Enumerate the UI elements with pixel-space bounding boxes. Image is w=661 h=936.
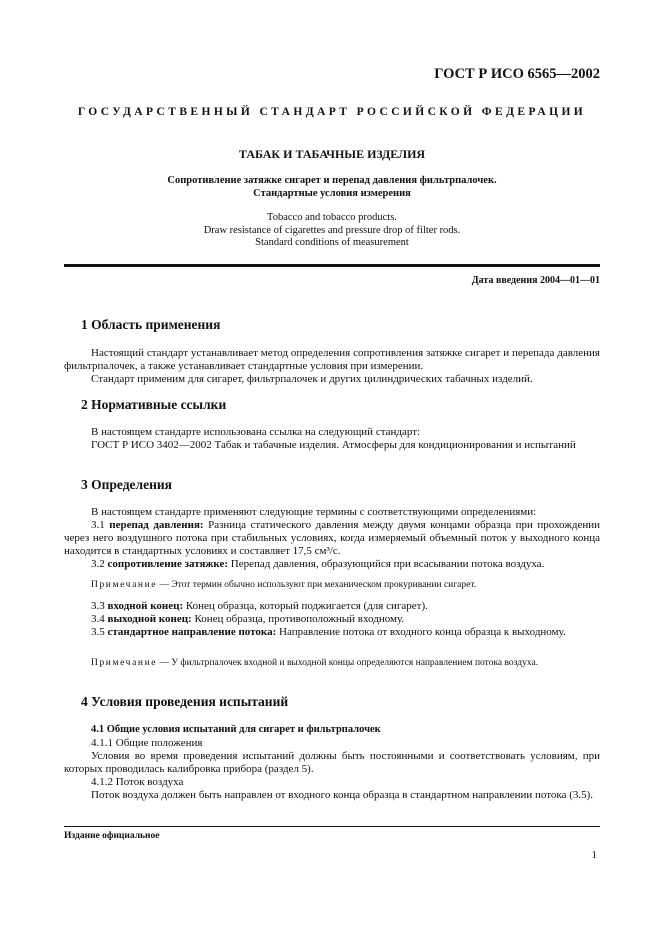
note-text: — У фильтрпалочек входной и выходной концы определяются направлением потока воздуха. — [159, 658, 539, 668]
definition-text: Конец образца, противоположный входному. — [194, 613, 405, 625]
subsection-4-1-1-heading: 4.1.1 Общие положения — [91, 737, 203, 749]
definition-term: перепад давления: — [109, 519, 204, 531]
definition-number: 3.1 — [91, 519, 105, 531]
title-divider — [64, 264, 600, 267]
definition-number: 3.3 — [91, 600, 105, 612]
subsection-4-1-1-paragraph: Условия во время проведения испытаний должны быть постоянными и соответствовать условиям, при которых проводилась калибровка прибора (раздел 5). — [64, 750, 600, 775]
definition-text: Перепад давления, образующийся при всасывании потока воздуха. — [230, 558, 545, 570]
subsection-4-1-heading: 4.1 Общие условия испытаний для сигарет и фильтрпалочек — [91, 724, 381, 735]
section-2-reference: ГОСТ Р ИСО 3402—2002 Табак и табачные изделия. Атмосферы для кондиционирования и испытаний — [91, 439, 576, 451]
definition-3-5 — [64, 626, 600, 639]
definition-text: Конец образца, который поджигается (для сигарет). — [185, 600, 428, 612]
note-text: — Этот термин обычно используют при механическом прокуривании сигарет. — [159, 580, 477, 590]
definition-text: Направление потока от входного конца образца к выходному. — [279, 626, 566, 638]
definition-3-2 — [64, 558, 600, 571]
definition-3-3 — [64, 600, 600, 613]
subtitle-line-2: Стандартные условия измерения — [253, 188, 411, 199]
section-2-paragraph-1: В настоящем стандарте использована ссылка на следующий стандарт: — [91, 426, 421, 438]
official-edition-label: Издание официальное — [64, 831, 160, 841]
subsection-4-1-2-paragraph: Поток воздуха должен быть направлен от входного конца образца в стандартном направлении потока (3.5). — [91, 789, 594, 801]
definition-number: 3.2 — [91, 558, 105, 570]
definition-term: сопротивление затяжке: — [107, 558, 229, 570]
english-title — [64, 212, 600, 250]
note-label: Примечание — [91, 658, 158, 668]
subtitle-line-1: Сопротивление затяжке сигарет и перепад давления фильтрпалочек. — [167, 175, 497, 186]
section-2-heading: 2 Нормативные ссылки — [81, 397, 227, 412]
section-1-heading: 1 Область применения — [81, 317, 221, 332]
section-1-paragraph-2: Стандарт применим для сигарет, фильтрпалочек и других цилиндрических табачных изделий. — [91, 373, 533, 385]
english-line-3: Standard conditions of measurement — [255, 237, 409, 248]
definition-term: выходной конец: — [107, 613, 192, 625]
definition-3-4 — [64, 613, 600, 626]
section-3-heading: 3 Определения — [81, 477, 172, 492]
definition-term: входной конец: — [107, 600, 184, 612]
definition-3-1 — [64, 519, 600, 558]
page-number: 1 — [591, 849, 597, 861]
note-label: Примечание — [91, 580, 158, 590]
note-1 — [64, 579, 600, 591]
definition-number: 3.5 — [91, 626, 105, 638]
definition-number: 3.4 — [91, 613, 105, 625]
section-3-intro: В настоящем стандарте применяют следующие термины с соответствующими определениями: — [91, 506, 537, 518]
state-standard-banner: ГОСУДАРСТВЕННЫЙ СТАНДАРТ РОССИЙСКОЙ ФЕДЕРАЦИИ — [77, 106, 587, 118]
english-line-2: Draw resistance of cigarettes and pressure drop of filter rods. — [203, 224, 461, 236]
introduction-date: Дата введения 2004—01—01 — [471, 275, 600, 286]
document-id: ГОСТ Р ИСО 6565—2002 — [434, 66, 600, 82]
note-2 — [64, 657, 600, 669]
subsection-4-1-2-heading: 4.1.2 Поток воздуха — [91, 776, 184, 788]
document-title: ТАБАК И ТАБАЧНЫЕ ИЗДЕЛИЯ — [238, 147, 426, 161]
section-1-paragraph-1: Настоящий стандарт устанавливает метод определения сопротивления затяжке сигарет и перепада давления фильтрпалочек, а также устанавливает стандартные условия при измерении. — [64, 347, 600, 372]
definition-text: Разница статического давления между двумя концами образца при прохождении через него воздушного потока при стабильных условиях, когда измеряемый объемный поток у выходного конца находится в стандартных условиях и составляет 17,5 см³/с. — [64, 519, 601, 557]
document-subtitle — [64, 174, 600, 200]
footer-divider — [64, 826, 600, 827]
english-line-1: Tobacco and tobacco products. — [267, 212, 397, 223]
definition-term: стандартное направление потока: — [107, 626, 277, 638]
section-4-heading: 4 Условия проведения испытаний — [81, 694, 289, 709]
